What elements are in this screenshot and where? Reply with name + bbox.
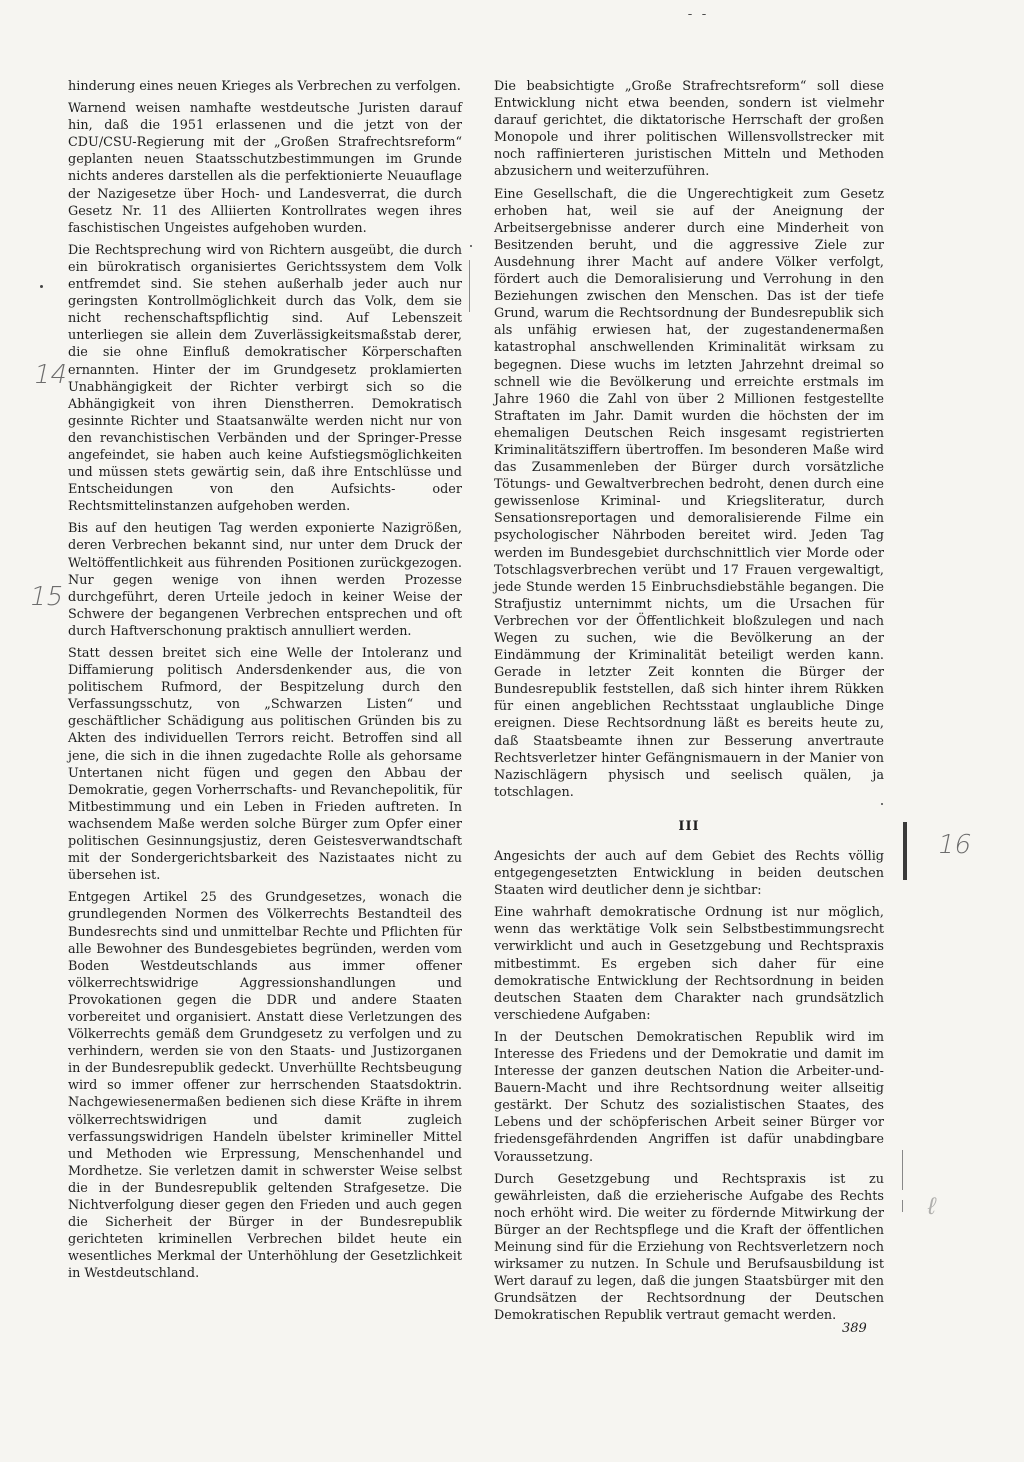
left-paragraph-3: Die Rechtsprechung wird von Richtern ausgeübt, die durch ein bürokratisch organisiertes Gerichtssystem dem Volk entfremdet sind. Sie stehen außerhalb jeder auch nur geringsten Kontrollmöglichkeit durch das Volk, dem sie nicht rechenschaftspflichtig sind. Auf Lebenszeit unterliegen sie allein dem Zuverlässigkeitsmaßstab derer, die sie ohne Einfluß demokratischer Körperschaften ernannten. Hinter der im Grundgesetz proklamierten Unabhängigkeit der Richter verbirgt sich so die Abhängigkeit von ihren Dienstherren. Demokratisch gesinnte Richter und Staatsanwälte werden nicht nur von den revanchistischen Verbänden und der Springer-Presse angefeindet, sie haben auch keine Aufstiegsmöglichkeiten und müssen stets gewärtig sein, daß ihre Entschlüsse und Entscheidungen von den Aufsichts- oder Rechtsmittelinstanzen aufgehoben werden. [68, 242, 462, 515]
right-paragraph-2: Eine Gesellschaft, die die Ungerechtigkeit zum Gesetz erhoben hat, weil sie auf der Aneignung der Arbeitsergebnisse anderer durch eine Minderheit von Besitzenden beruht, und die aggressive Ziele zur Ausdehnung ihrer Macht auf andere Völker verfolgt, fördert auch die Demoralisierung und Verrohung in den Beziehungen zwischen den Menschen. Das ist der tiefe Grund, warum die Rechtsordnung der Bundesrepublik sich als unfähig erwiesen hat, der zugestandenermaßen katastrophal anschwellenden Kriminalität wirksam zu begegnen. Diese wuchs im letzten Jahrzehnt dreimal so schnell wie die Bevölkerung und erreichte erstmals im Jahre 1960 die Zahl von über 2 Millionen festgestellte Straftaten im Jahr. Damit wurden die höchsten der im ehemaligen Deutschen Reich insgesamt registrierten Kriminalitätsziffern übertroffen. Im besonderen Maße wird das Zusammenleben der Bürger durch vorsätzliche Tötungs- und Gewaltverbrechen bedroht, denen durch eine gewissenlose Kriminal- und Kriegsliteratur, durch Sensationsreportagen und demoralisierende Filme ein psychologischer Nährboden bereitet wird. Jeden Tag werden im Bundesgebiet durchschnittlich vier Morde oder Totschlagsverbrechen verübt und 17 Frauen vergewaltigt, jede Stunde werden 15 Einbruchsdiebstähle begangen. Die Strafjustiz unternimmt nichts, um die Ursachen für Verbrechen vor der Öffentlichkeit bloßzulegen und nach Wegen zu suchen, wie die Bevölkerung an der Eindämmung der Kriminalität beteiligt werden kann. Gerade in letzter Zeit konnten die Bürger der Bundesrepublik feststellen, daß sich hinter ihrem Rükken für einen angeblichen Rechtsstaat unglaubliche Dinge ereignen. Diese Rechtsordnung läßt es bereits heute zu, daß Staatsbeamte ihnen zur Besserung anvertraute Rechtsverletzer hinter Gefängnismauern in der Manier von Nazischlägern physisch und seelisch quälen, ja totschlagen. [494, 186, 884, 800]
left-paragraph-6: Entgegen Artikel 25 des Grundgesetzes, wonach die grundlegenden Normen des Völkerrechts Bestandteil des Bundesrechts sind und unmittelbar Rechte und Pflichten für alle Bewohner des Bundesgebietes begründen, werden vom Boden Westdeutschlands aus immer offener völkerrechtswidrige Aggressionshandlungen und Provokationen gegen die DDR und andere Staaten vorbereitet und organisiert. Anstatt diese Verletzungen des Völkerrechts gemäß dem Grundgesetz zu verfolgen und zu verhindern, werden sie von den Staats- und Justizorganen in der Bundesrepublik gedeckt. Unverhüllte Rechtsbeugung wird so immer offener zur herrschenden Staatsdoktrin. Nachgewiesenermaßen bedienen sich diese Kräfte in ihrem völkerrechtswidrigen und damit zugleich verfassungswidrigen Handeln übelster krimineller Mittel und Methoden wie Erpressung, Menschenhandel und Mordhetze. Sie verletzen damit in schwerster Weise selbst die in der Bundesrepublik geltenden Strafgesetze. Die Nichtverfolgung dieser gegen den Frieden und auch gegen die Sicherheit der Bürger in der Bundesrepublik gerichteten kriminellen Verbrechen bildet heute ein wesentliches Merkmal der Unterhöhlung der Gesetzlichkeit in Westdeutschland. [68, 890, 462, 1282]
ink-speck [40, 285, 43, 288]
right-paragraph-3: Angesichts der auch auf dem Gebiet des Rechts völlig entgegengesetzten Entwicklung in beiden deutschen Staaten wird deutlicher denn je sichtbar: [494, 848, 884, 899]
left-paragraph-1: hinderung eines neuen Krieges als Verbrechen zu verfolgen. [68, 79, 461, 94]
left-paragraph-5: Statt dessen breitet sich eine Welle der Intoleranz und Diffamierung politisch Andersdenkender aus, die von politischem Rufmord, der Bespitzelung durch den Verfassungsschutz, von „Schwarzen Listen“ und geschäftlicher Schädigung aus politischen Gründen bis zu Akten des individuellen Terrors reicht. Betroffen sind all jene, die sich in die ihnen zugedachte Rolle als gehorsame Untertanen nicht fügen und gegen den Abbau der Demokratie, gegen Vorherrschafts- und Revanchepolitik, für Mitbestimmung und ein Leben in Frieden auftreten. In wachsendem Maße werden solche Bürger zum Opfer einer politischen Gesinnungsjustiz, deren Geistesverwandtschaft mit der Sondergerichtsbarkeit des Nazistaates nicht zu übersehen ist. [68, 646, 462, 884]
margin-note-16: 16 [934, 830, 975, 860]
margin-note-15: 15 [26, 582, 67, 612]
margin-line-mark-3 [902, 1200, 903, 1212]
page-number: 389 [842, 1321, 867, 1336]
margin-bar-mark [903, 822, 907, 880]
ink-speck [881, 803, 883, 805]
margin-line-mark-1 [469, 260, 470, 312]
right-paragraph-6: Durch Gesetzgebung und Rechtspraxis ist zu gewährleisten, daß die erzieherische Aufgabe des Rechts noch erhöht wird. Die weiter zu fördernde Mitwirkung der Bürger an der Rechtspflege und die Kraft der öffentlichen Meinung sind für die Erziehung von Rechtsverletzern noch wirksamer zu nutzen. In Schule und Berufsausbildung ist Wert darauf zu legen, daß die jungen Staatsbürger mit den Grundsätzen der Rechtsordnung der Deutschen Demokratischen Republik vertraut gemacht werden. [494, 1171, 884, 1324]
section-heading: III [678, 818, 700, 834]
ink-speck [470, 245, 472, 247]
left-paragraph-2: Warnend weisen namhafte westdeutsche Juristen darauf hin, daß die 1951 erlassenen und die jetzt von der CDU/CSU-Regierung mit der „Großen Strafrechtsreform“ geplanten neuen Staatsschutzbestimmungen im Grunde nichts anderes darstellen als die perfektionierte Neuauflage der Nazigesetze über Hoch- und Landesverrat, die durch Gesetz Nr. 11 des Alliierten Kontrollrates wegen ihres faschistischen Ungeistes aufgehoben wurden. [68, 101, 462, 236]
right-paragraph-1: Die beabsichtigte „Große Strafrechtsreform“ soll diese Entwicklung nicht etwa beenden, sondern ist vielmehr darauf gerichtet, die diktatorische Herrschaft der großen Monopole und ihrer politischen Willensvollstrecker mit noch raffinierteren juristischen Mitteln und Methoden abzusichern und weiterzuführen. [494, 79, 884, 180]
margin-squiggle-mark: ℓ [925, 1192, 939, 1220]
margin-note-14: 14 [30, 360, 71, 390]
right-column [494, 78, 884, 1329]
ink-speck [688, 14, 692, 15]
right-paragraph-5: In der Deutschen Demokratischen Republik wird im Interesse des Friedens und der Demokratie und damit im Interesse der ganzen deutschen Nation die Arbeiter-und-Bauern-Macht und ihre Rechtsordnung weiter allseitig gestärkt. Der Schutz des sozialistischen Staates, des Lebens und der schöpferischen Arbeit seiner Bürger vor friedensgefährdenden Angriffen ist dafür unabdingbare Voraussetzung. [494, 1029, 884, 1165]
right-paragraph-4: Eine wahrhaft demokratische Ordnung ist nur möglich, wenn das werktätige Volk sein Selbstbestimmungsrecht verwirklicht und auch in Gesetzgebung und Rechtspraxis mitbestimmt. Es ergeben sich daher für eine demokratische Entwicklung der Rechtsordnung in beiden deutschen Staaten dem Charakter nach grundsätzlich verschiedene Aufgaben: [494, 905, 884, 1023]
left-paragraph-4: Bis auf den heutigen Tag werden exponierte Nazigrößen, deren Verbrechen bekannt sind, nur unter dem Druck der Weltöffentlichkeit aus führenden Positionen zurückgezogen. Nur gegen wenige von ihnen werden Prozesse durchgeführt, deren Urteile jedoch in keiner Weise der Schwere der begangenen Verbrechen entsprechen und oft durch Haftverschonung praktisch annulliert werden. [68, 521, 462, 639]
ink-speck [702, 14, 706, 15]
margin-line-mark-2 [902, 1150, 903, 1190]
left-column [68, 78, 462, 1287]
